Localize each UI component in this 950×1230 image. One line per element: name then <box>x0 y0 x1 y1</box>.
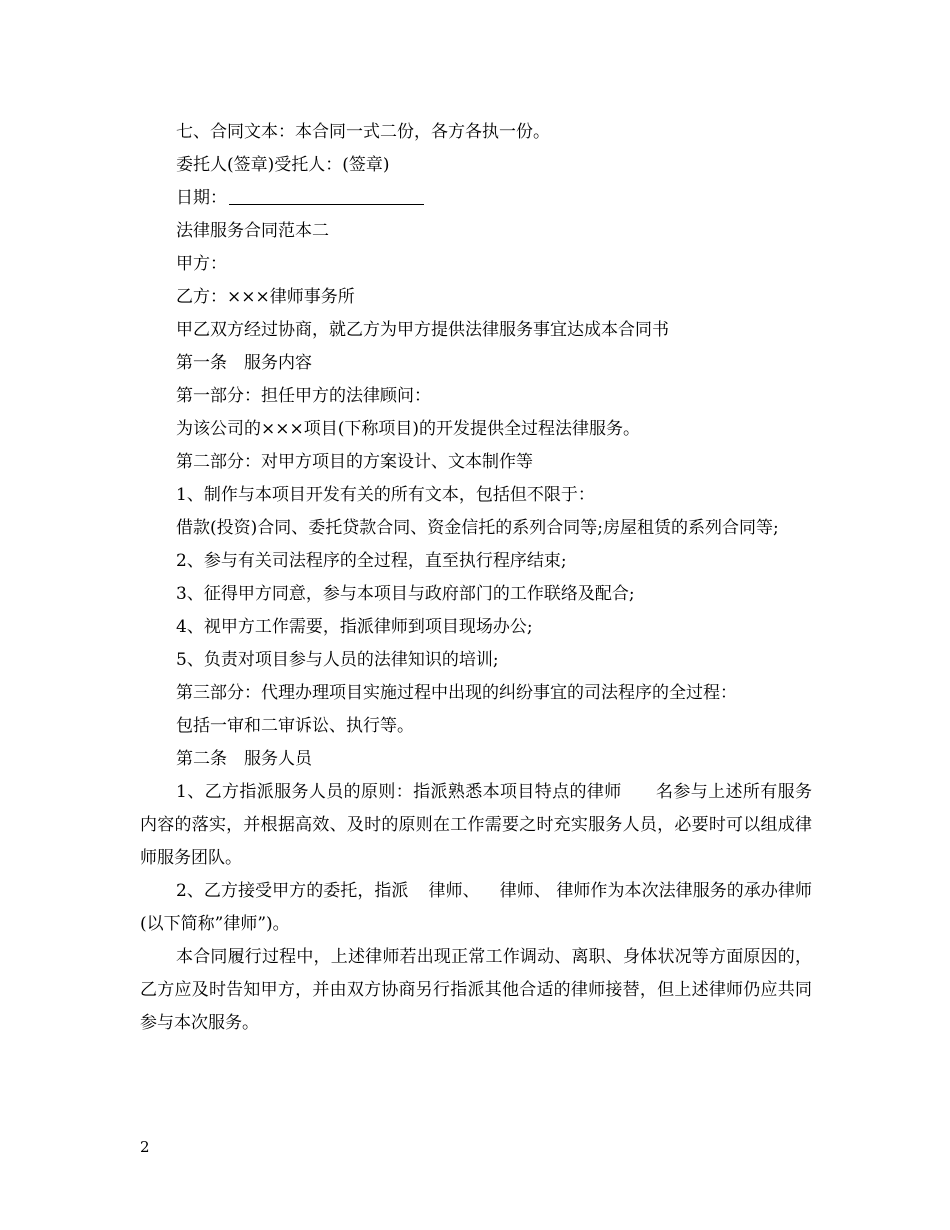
appointed-lawyers-paragraph <box>140 875 812 941</box>
part-3-text: 包括一审和二审诉讼、执行等。 <box>176 716 414 736</box>
appointed-part-2: 律师、 <box>428 881 480 901</box>
contract-text-clause: 七、合同文本：本合同一式二份，各方各执一份。 <box>176 122 550 142</box>
item-1: 1、制作与本项目开发有关的所有文本，包括但不限于： <box>176 485 595 505</box>
item-4: 4、视甲方工作需要，指派律师到项目现场办公; <box>176 617 533 637</box>
staff-principle-paragraph <box>140 776 812 875</box>
party-a-line: 甲方： <box>176 254 227 274</box>
staff-principle-part-2: 名参与上述所有服务内容的落实，并根据高效、及时的原则在工作需要之时充实服务人员，必要时可以组成律师服务团队。 <box>140 782 812 868</box>
appointed-part-1: 2、乙方接受甲方的委托，指派 <box>176 881 409 901</box>
part-2-heading: 第二部分：对甲方项目的方案设计、文本制作等 <box>176 452 533 472</box>
part-1-text: 为该公司的×××项目(下称项目)的开发提供全过程法律服务。 <box>176 419 640 439</box>
date-line <box>140 182 812 215</box>
article-2-heading: 第二条 服务人员 <box>176 749 312 769</box>
replacement-paragraph: 本合同履行过程中，上述律师若出现正常工作调动、离职、身体状况等方面原因的，乙方应及时告知甲方，并由双方协商另行指派其他合适的律师接替，但上述律师仍应共同参与本次服务。 <box>140 947 812 1033</box>
staff-principle-part-1: 1、乙方指派服务人员的原则：指派熟悉本项目特点的律师 <box>176 782 622 802</box>
party-b-line: 乙方：×××律师事务所 <box>176 287 355 307</box>
item-5: 5、负责对项目参与人员的法律知识的培训; <box>176 650 499 670</box>
item-2: 2、参与有关司法程序的全过程，直至执行程序结束; <box>176 551 567 571</box>
date-label: 日期： <box>176 188 227 208</box>
document-body <box>140 116 812 1040</box>
date-blank-underline <box>229 184 424 205</box>
page-number: 2 <box>140 1138 150 1156</box>
preamble-line: 甲乙双方经过协商，就乙方为甲方提供法律服务事宜达成本合同书 <box>176 320 669 340</box>
appointed-part-3: 律师、 律师作为本次法律服务的承办律师(以下简称”律师”)。 <box>140 881 812 934</box>
part-1-heading: 第一部分：担任甲方的法律顾问： <box>176 386 431 406</box>
signature-line: 委托人(签章)受托人：(签章) <box>176 155 390 175</box>
item-3: 3、征得甲方同意，参与本项目与政府部门的工作联络及配合; <box>176 584 635 604</box>
section-title: 法律服务合同范本二 <box>176 221 329 241</box>
part-3-heading: 第三部分：代理办理项目实施过程中出现的纠纷事宜的司法程序的全过程： <box>176 683 737 703</box>
article-1-heading: 第一条 服务内容 <box>176 353 312 373</box>
item-1-detail: 借款(投资)合同、委托贷款合同、资金信托的系列合同等;房屋租赁的系列合同等; <box>176 518 779 538</box>
